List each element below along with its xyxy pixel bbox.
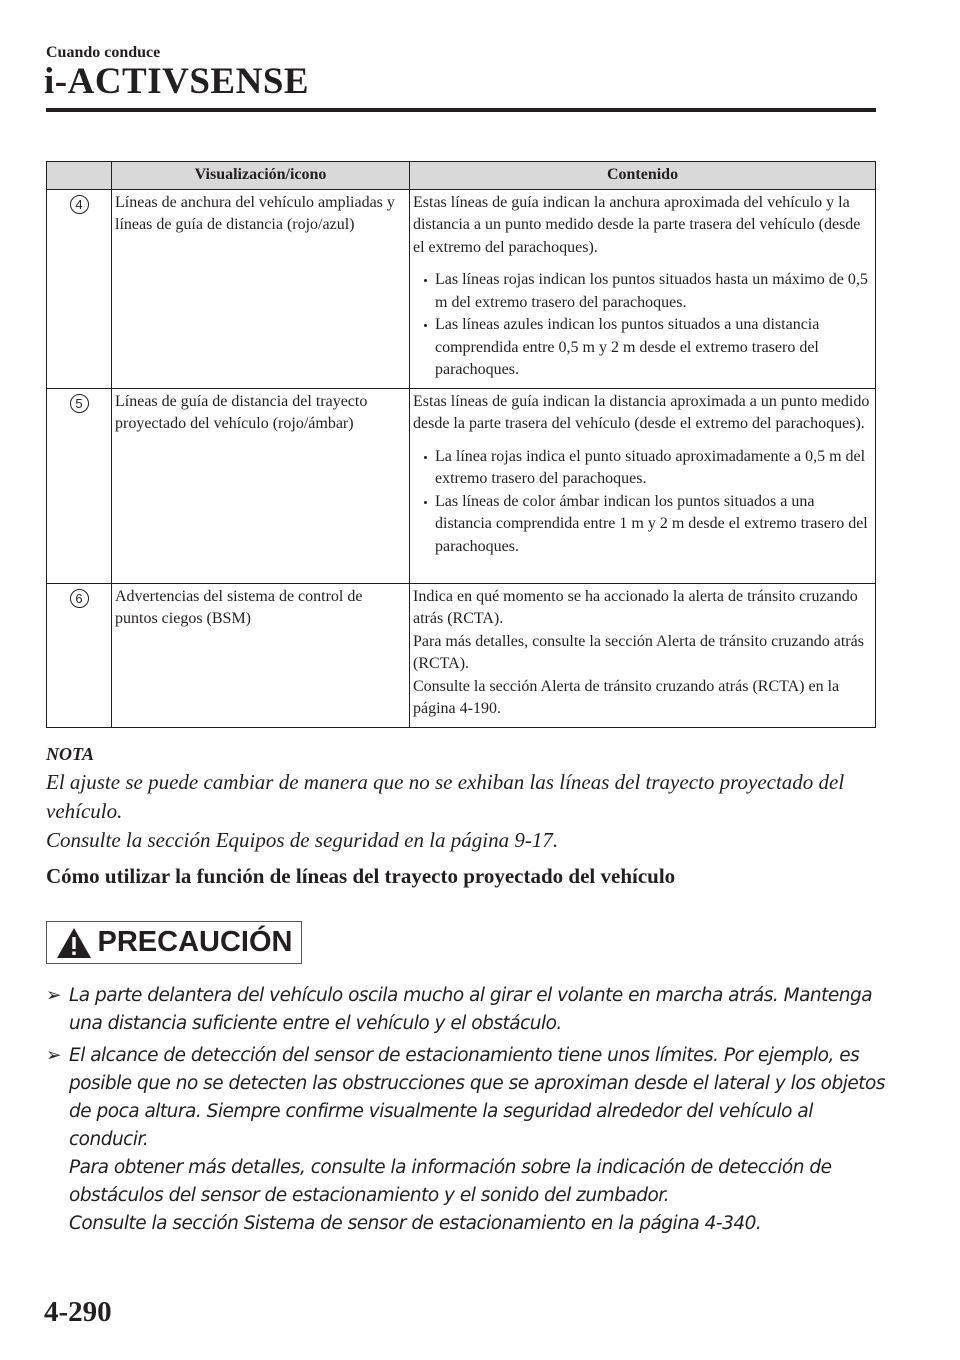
note-heading: NOTA [46,744,95,764]
subsection-heading: Cómo utilizar la función de líneas del trayecto proyectado del vehículo [46,864,676,888]
bullet-item: Las líneas rojas indican los puntos situados hasta un máximo de 0,5 m del extremo trasero del parachoques. [413,269,872,314]
bullet-item: Las líneas de color ámbar indican los puntos situados a una distancia comprendida entre 1 m y 2 m desde el extremo trasero del parachoques. [413,491,872,559]
caution-label: PRECAUCIÓN [97,926,293,958]
header-divider [46,108,876,112]
note-line: El ajuste se puede cambiar de manera que no se exhiban las líneas del trayecto proyectado del vehículo. [46,770,845,823]
page-title: i-ACTIVSENSE [44,61,310,102]
bullet-item: Las líneas azules indican los puntos situados a una distancia comprendida entre 0,5 m y 2 m desde el extremo trasero del parachoques. [413,314,872,382]
arrow-bullet-icon: ➢ [46,985,62,1006]
caution-item [46,982,886,1038]
item-number-badge: 5 [70,394,89,413]
caution-list [46,982,886,1242]
section-label: Cuando conduce [46,44,161,61]
bullet-list [413,446,872,559]
caution-item-continued [46,1210,886,1238]
header-cell-num [47,162,112,190]
display-cell: Líneas de guía de distancia del trayecto proyectado del vehículo (rojo/ámbar) [112,388,410,583]
display-cell: Líneas de anchura del vehículo ampliadas y líneas de guía de distancia (rojo/azul) [112,189,410,388]
display-cell: Advertencias del sistema de control de puntos ciegos (BSM) [112,583,410,727]
arrow-bullet-icon: ➢ [46,1045,62,1066]
content-text: Estas líneas de guía indican la distancia aproximada a un punto medido desde la parte trasera del vehículo (desde el extremo del parachoques). [413,392,870,432]
table-row [47,189,876,388]
content-cell [410,189,876,388]
caution-text: Consulte la sección Sistema de sensor de estacionamiento en la página 4-340. [69,1213,762,1234]
content-cell [410,388,876,583]
header-cell-content: Contenido [410,162,876,190]
content-line: Consulte la sección Alerta de tránsito cruzando atrás (RCTA) en la página 4-190. [413,677,840,717]
info-table [46,161,876,728]
warning-triangle-icon [56,927,92,959]
content-text: Estas líneas de guía indican la anchura aproximada del vehículo y la distancia a un punto medido desde la parte trasera del vehículo (desde el extremo del parachoques). [413,193,861,256]
item-number-badge: 4 [70,195,89,214]
caution-item [46,1042,886,1154]
caution-text: El alcance de detección del sensor de estacionamiento tiene unos límites. Por ejemplo, es posible que no se detecten las obstrucciones que se aproximan desde el lateral y los objetos de poca altura. Siempre confirme visualmente la seguridad alrededor del vehículo al conducir. [69,1045,885,1150]
table-row [47,388,876,583]
caution-box [46,921,302,964]
content-line: Para más detalles, consulte la sección Alerta de tránsito cruzando atrás (RCTA). [413,632,864,672]
bullet-item: La línea rojas indica el punto situado aproximadamente a 0,5 m del extremo trasero del parachoques. [413,446,872,491]
caution-item-continued [46,1154,886,1210]
content-cell [410,583,876,727]
caution-text: La parte delantera del vehículo oscila mucho al girar el volante en marcha atrás. Mantenga una distancia suficiente entre el vehículo y el obstáculo. [69,985,873,1034]
table-row [47,583,876,727]
caution-text: Para obtener más detalles, consulte la información sobre la indicación de detección de obstáculos del sensor de estacionamiento y el sonido del zumbador. [69,1157,832,1206]
note-text [46,768,886,855]
table-header-row [47,162,876,190]
bullet-list [413,269,872,382]
page-number: 4-290 [44,1296,112,1328]
item-number-badge: 6 [70,589,89,608]
content-line: Indica en qué momento se ha accionado la alerta de tránsito cruzando atrás (RCTA). [413,587,858,627]
note-line: Consulte la sección Equipos de seguridad en la página 9-17. [46,828,559,852]
header-cell-display: Visualización/icono [112,162,410,190]
